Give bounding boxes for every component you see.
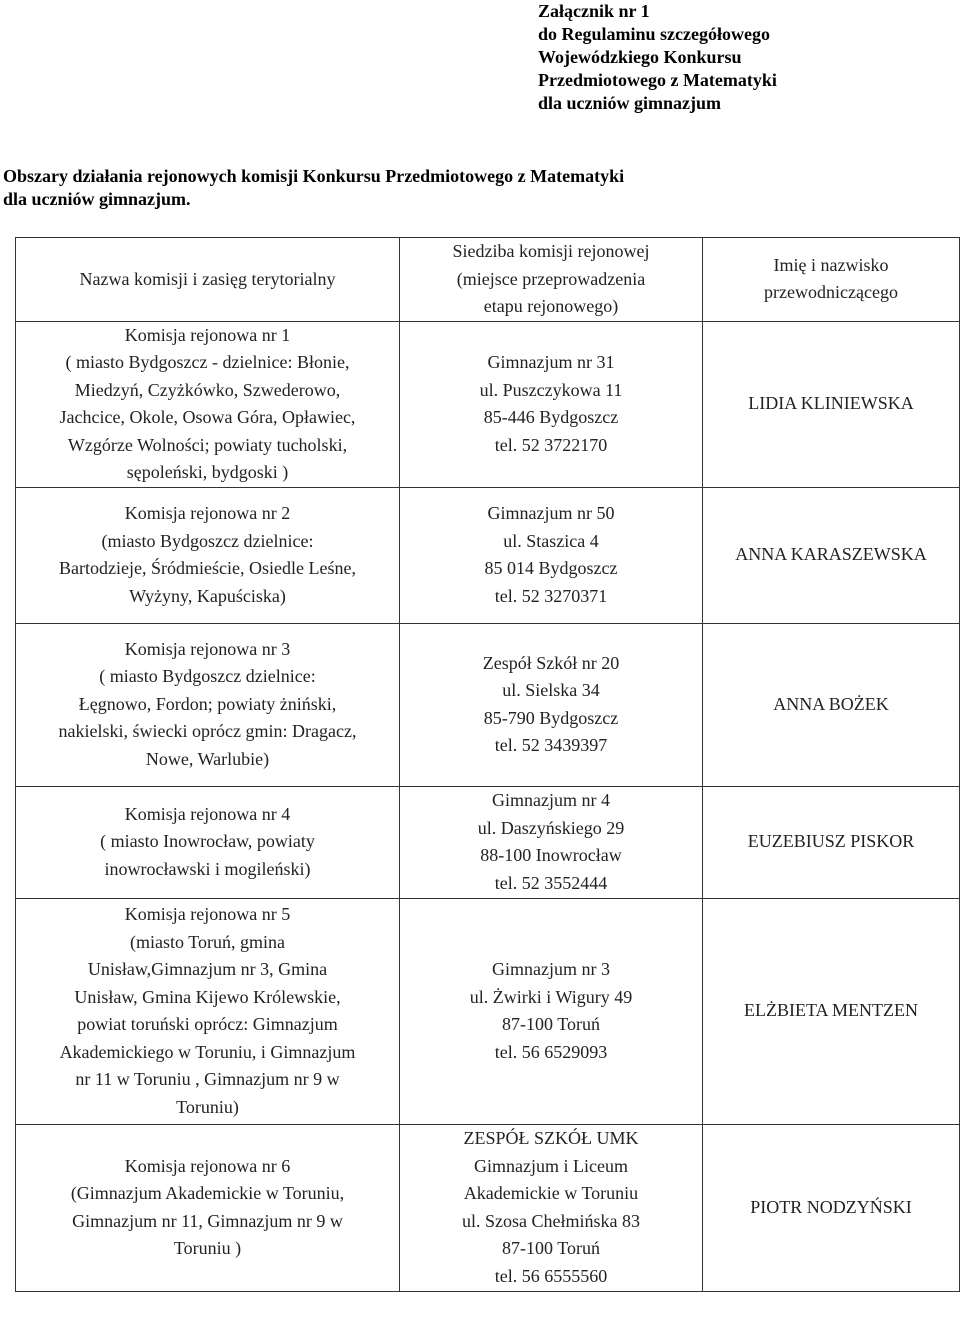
header-line: etapu rejonowego) <box>483 296 619 316</box>
table-row <box>16 1124 960 1291</box>
commission-line: Miedzyń, Czyżkówko, Szwederowo, <box>74 379 341 400</box>
commission-line: Komisja rejonowa nr 2 <box>124 503 291 523</box>
commission-cell <box>16 1124 400 1291</box>
seat-cell <box>400 321 703 487</box>
commission-line: Akademickiego w Toruniu, i Gimnazjum <box>59 1041 356 1062</box>
commission-line: Wzgórze Wolności; powiaty tucholski, <box>67 434 348 455</box>
seat-line: ul. Puszczykowa 11 <box>479 379 623 400</box>
header-commission <box>16 238 400 322</box>
commission-line: Unisław,Gimnazjum nr 3, Gmina <box>87 959 328 979</box>
seat-line: Gimnazjum nr 31 <box>487 352 615 372</box>
document-intro <box>3 165 943 211</box>
commission-line: Gimnazjum nr 11, Gimnazjum nr 9 w <box>72 1210 343 1231</box>
table-row <box>16 786 960 898</box>
commission-line: powiat toruński oprócz: Gimnazjum <box>77 1014 338 1034</box>
annex-line: dla uczniów gimnazjum <box>538 93 722 113</box>
seat-line: 85-446 Bydgoszcz <box>483 407 619 427</box>
seat-cell <box>400 623 703 786</box>
chair-cell <box>703 898 960 1124</box>
intro-line: dla uczniów gimnazjum. <box>3 189 191 209</box>
annex-line: Załącznik nr 1 <box>538 1 650 21</box>
seat-cell <box>400 1124 703 1291</box>
commission-line: Bartodzieje, Śródmieście, Osiedle Leśne, <box>59 558 356 578</box>
chair-name: LIDIA KLINIEWSKA <box>748 393 914 414</box>
commission-line: ( miasto Bydgoszcz dzielnice: <box>99 666 316 687</box>
commission-line: nakielski, świecki oprócz gmin: Dragacz, <box>58 721 357 742</box>
commission-line: Toruniu ) <box>173 1238 242 1258</box>
seat-line: 85 014 Bydgoszcz <box>484 558 618 578</box>
chair-name: PIOTR NODZYŃSKI <box>750 1196 912 1217</box>
table-header-row <box>16 238 960 322</box>
commission-line: Nowe, Warlubie) <box>145 748 270 769</box>
table-row <box>16 321 960 487</box>
commission-line: Łęgnowo, Fordon; powiaty żniński, <box>78 693 337 714</box>
seat-cell <box>400 786 703 898</box>
commission-line: Wyżyny, Kapuściska) <box>129 585 286 606</box>
annex-line: do Regulaminu szczegółowego <box>538 24 770 44</box>
annex-line: Przedmiotowego z Matematyki <box>538 70 777 90</box>
chair-cell <box>703 786 960 898</box>
chair-name: ANNA KARASZEWSKA <box>735 544 927 565</box>
commission-line: ( miasto Inowrocław, powiaty <box>100 831 315 852</box>
seat-line: ul. Żwirki i Wigury 49 <box>469 986 633 1007</box>
commissions-table <box>15 237 960 1292</box>
header-line: Nazwa komisji i zasięg terytorialny <box>79 268 336 289</box>
intro-line: Obszary działania rejonowych komisji Konkursu Przedmiotowego z Matematyki <box>3 166 625 186</box>
chair-cell <box>703 487 960 623</box>
seat-line: tel. 52 3552444 <box>494 872 608 893</box>
commission-cell <box>16 487 400 623</box>
header-line: przewodniczącego <box>764 282 898 303</box>
commission-line: Komisja rejonowa nr 3 <box>124 638 291 659</box>
commission-line: sępoleński, bydgoski ) <box>126 462 289 482</box>
commission-cell <box>16 786 400 898</box>
seat-line: tel. 52 3270371 <box>494 585 608 606</box>
chair-cell <box>703 1124 960 1291</box>
chair-cell <box>703 321 960 487</box>
annex-line: Wojewódzkiego Konkursu <box>538 47 742 67</box>
seat-cell <box>400 898 703 1124</box>
seat-line: Gimnazjum i Liceum <box>474 1155 628 1176</box>
table-row <box>16 487 960 623</box>
commission-line: nr 11 w Toruniu , Gimnazjum nr 9 w <box>75 1069 340 1089</box>
seat-line: tel. 56 6529093 <box>494 1041 608 1062</box>
header-line: Siedziba komisji rejonowej <box>452 241 650 261</box>
chair-name: EUZEBIUSZ PISKOR <box>747 831 915 852</box>
seat-line: Gimnazjum nr 50 <box>487 503 615 523</box>
header-line: Imię i nazwisko <box>773 254 889 275</box>
chair-cell <box>703 623 960 786</box>
header-line: (miejsce przeprowadzenia <box>456 268 646 289</box>
commission-line: Toruniu) <box>176 1096 239 1117</box>
seat-line: ul. Daszyńskiego 29 <box>477 817 625 838</box>
commission-line: Komisja rejonowa nr 6 <box>124 1155 291 1176</box>
commission-line: (miasto Bydgoszcz dzielnice: <box>101 530 314 551</box>
seat-line: 87-100 Toruń <box>502 1014 600 1034</box>
commission-cell <box>16 623 400 786</box>
seat-line: Akademickie w Toruniu <box>463 1183 639 1203</box>
commission-cell <box>16 321 400 487</box>
seat-line: ul. Szosa Chełmińska 83 <box>462 1210 640 1231</box>
commission-line: (miasto Toruń, gmina <box>130 931 285 952</box>
commission-line: Komisja rejonowa nr 5 <box>124 904 291 924</box>
seat-line: tel. 52 3439397 <box>494 735 608 755</box>
commission-line: Komisja rejonowa nr 1 <box>124 324 291 345</box>
table-row <box>16 623 960 786</box>
seat-line: 88-100 Inowrocław <box>480 845 622 865</box>
seat-line: tel. 52 3722170 <box>494 434 608 455</box>
header-chair <box>703 238 960 322</box>
commission-line: (Gimnazjum Akademickie w Toruniu, <box>70 1183 345 1203</box>
annex-heading <box>538 0 777 115</box>
commission-line: Unisław, Gmina Kijewo Królewskie, <box>74 986 341 1007</box>
seat-line: Gimnazjum nr 4 <box>492 790 610 810</box>
seat-line: ul. Staszica 4 <box>503 530 599 551</box>
header-seat <box>400 238 703 322</box>
chair-name: ANNA BOŻEK <box>773 693 889 714</box>
seat-line: ul. Sielska 34 <box>502 680 600 700</box>
commission-line: ( miasto Bydgoszcz - dzielnice: Błonie, <box>65 352 350 372</box>
table-row <box>16 898 960 1124</box>
seat-line: Gimnazjum nr 3 <box>492 959 610 979</box>
chair-name: ELŻBIETA MENTZEN <box>743 1000 919 1021</box>
seat-cell <box>400 487 703 623</box>
commission-line: Komisja rejonowa nr 4 <box>124 803 291 824</box>
seat-line: tel. 56 6555560 <box>494 1265 608 1286</box>
seat-line: ZESPÓŁ SZKÓŁ UMK <box>463 1128 639 1148</box>
seat-line: 85-790 Bydgoszcz <box>483 707 619 728</box>
commission-line: Jachcice, Okole, Osowa Góra, Opławiec, <box>59 407 356 427</box>
commission-cell <box>16 898 400 1124</box>
seat-line: 87-100 Toruń <box>502 1238 600 1258</box>
commission-line: inowrocławski i mogileński) <box>104 858 311 879</box>
seat-line: Zespół Szkół nr 20 <box>482 652 620 673</box>
